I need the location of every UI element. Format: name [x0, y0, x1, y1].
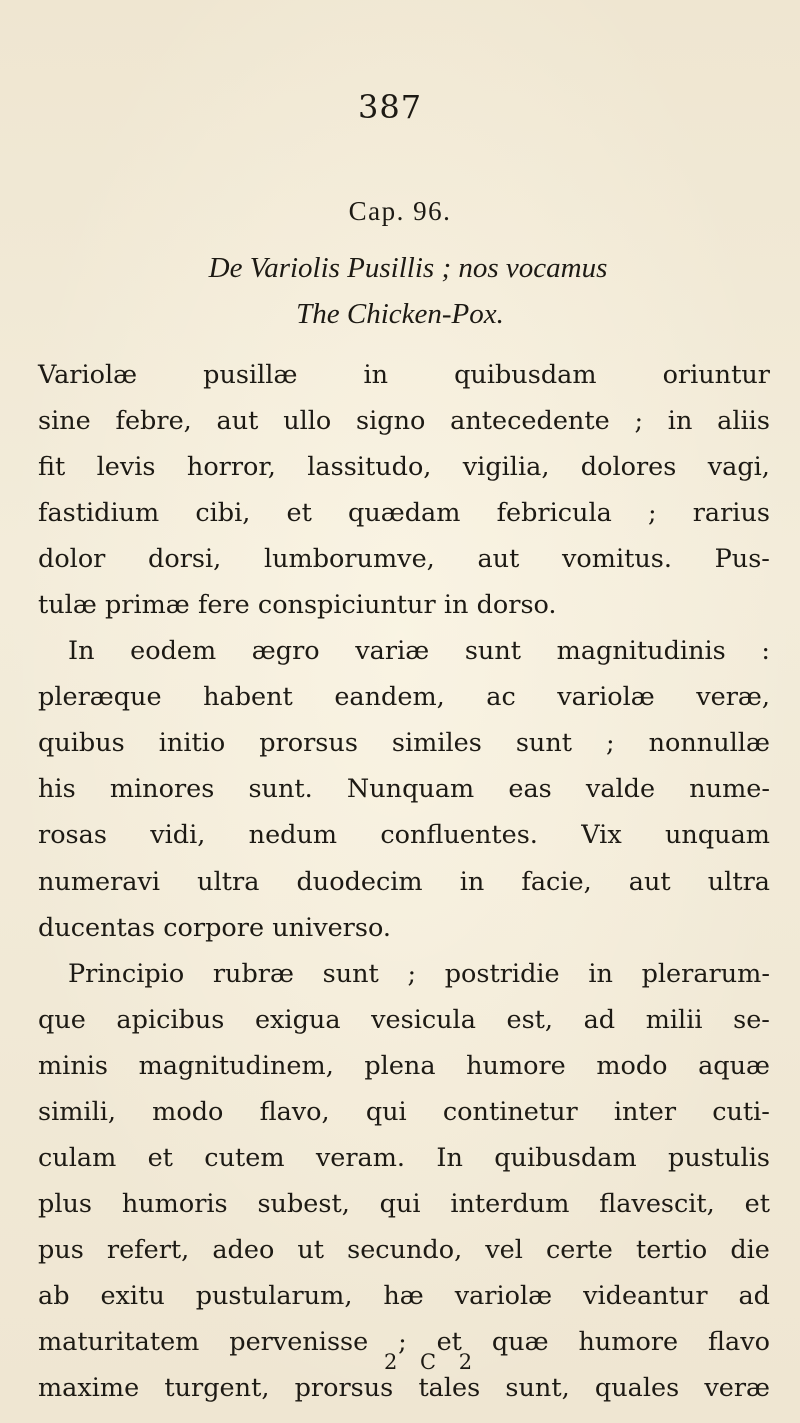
text-line: maxime turgent, prorsus tales sunt, quales veræ [38, 1373, 770, 1404]
text-line: dolor dorsi, lumborumve, aut vomitus. Pus- [38, 544, 770, 575]
text-line: Variolæ pusillæ in quibusdam oriuntur [38, 360, 770, 390]
text-line: simili, modo flavo, qui continetur inter cuti- [38, 1096, 770, 1127]
text-line: fit levis horror, lassitudo, vigilia, dolores vagi, [38, 452, 770, 483]
chapter-title-line-1: De Variolis Pusillis ; nos vocamus [208, 252, 608, 284]
text-line: tulæ primæ fere conspiciuntur in dorso. [38, 590, 557, 621]
text-line: ducentas corpore universo. [38, 912, 391, 943]
text-line: numeravi ultra duodecim in facie, aut ultra [38, 866, 770, 897]
text-line: In eodem ægro variæ sunt magnitudinis : [68, 636, 770, 667]
text-line: quibus initio prorsus similes sunt ; nonnullæ [38, 728, 770, 759]
text-line: Principio rubræ sunt ; postridie in plerarum- [68, 958, 770, 989]
text-line: sine febre, aut ullo signo antecedente ; in aliis [38, 406, 770, 437]
text-line: pleræque habent eandem, ac variolæ veræ, [38, 682, 770, 713]
text-line: rosas vidi, nedum confluentes. Vix unquam [38, 820, 770, 851]
page-number: 387 [358, 88, 423, 126]
text-line: fastidium cibi, et quædam febricula ; rarius [38, 498, 770, 529]
text-line: maturitatem pervenisse ; et quæ humore flavo [38, 1326, 770, 1357]
text-line: minis magnitudinem, plena humore modo aquæ [38, 1050, 770, 1081]
text-line: plus humoris subest, qui interdum flavescit, et [38, 1188, 770, 1219]
chapter-title-line-2: The Chicken-Pox. [296, 298, 504, 330]
text-line: culam et cutem veram. In quibusdam pustulis [38, 1142, 770, 1173]
text-line: ab exitu pustularum, hæ variolæ videantur ad [38, 1280, 770, 1311]
chapter-heading: Cap. 96. [348, 196, 452, 226]
text-line: his minores sunt. Nunquam eas valde nume- [38, 774, 770, 805]
body-text [38, 352, 770, 1411]
text-line: pus refert, adeo ut secundo, vel certe tertio die [38, 1234, 770, 1265]
text-line: que apicibus exigua vesicula est, ad milii se- [38, 1004, 770, 1035]
signature-mark: 2 C 2 [384, 1350, 481, 1374]
